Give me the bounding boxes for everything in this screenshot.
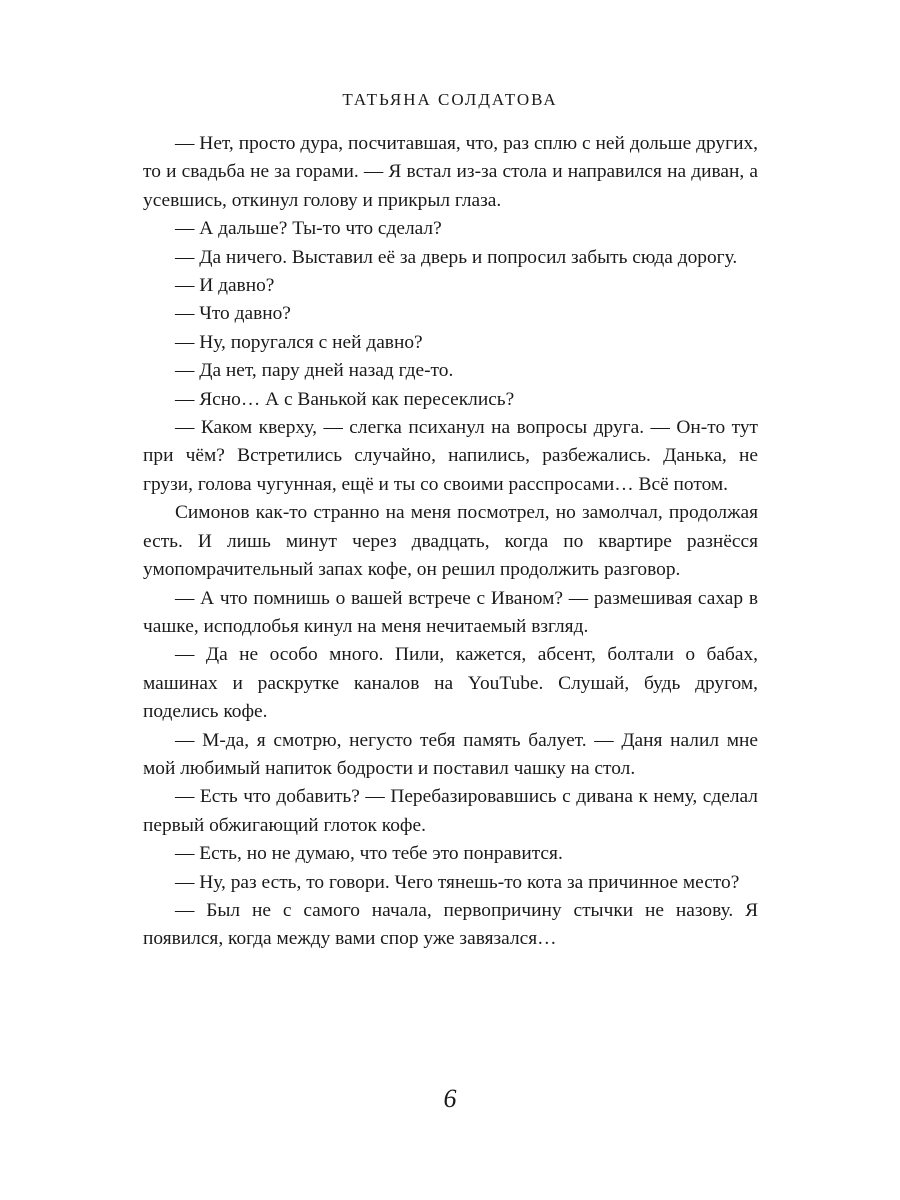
paragraph: — Есть что добавить? — Перебазировавшись с дивана к нему, сделал первый обжигающий глоток кофе. (143, 786, 758, 836)
paragraph: — М-да, я смотрю, негусто тебя память балует. — Даня налил мне мой любимый напиток бодрости и поставил чашку на стол. (143, 729, 758, 779)
paragraph: — Ну, раз есть, то говори. Чего тянешь-то кота за причинное место? (175, 871, 740, 893)
paragraph: — Да нет, пару дней назад где-то. (175, 360, 454, 382)
paragraph: — Да не особо много. Пили, кажется, абсент, болтали о бабах, машинах и раскрутке каналов на YouTube. Слушай, будь другом, поделись кофе. (143, 644, 758, 723)
paragraph: — Есть, но не думаю, что тебе это понравится. (175, 843, 563, 865)
paragraph: — Каком кверху, — слегка психанул на вопросы друга. — Он-то тут при чём? Встретились случайно, напились, разбежались. Данька, не грузи, голова чугунная, ещё и ты со своими расспросами… Всё потом. (143, 417, 758, 495)
page-number: 6 (443, 1084, 457, 1113)
paragraph: — Что давно? (175, 303, 291, 325)
paragraph: — Да ничего. Выставил её за дверь и попросил забыть сюда дорогу. (175, 246, 738, 268)
paragraph: — Ясно… А с Ванькой как пересеклись? (175, 388, 515, 410)
paragraph: — Нет, просто дура, посчитавшая, что, раз сплю с ней дольше других, то и свадьба не за горами. — Я встал из-за стола и направился на диван, а усевшись, откинул голову и прикрыл глаза. (143, 133, 758, 211)
running-head-author: ТАТЬЯНА СОЛДАТОВА (342, 90, 558, 109)
paragraph: — А дальше? Ты-то что сделал? (175, 218, 442, 240)
paragraph: — Ну, поругался с ней давно? (175, 331, 423, 353)
body-text (143, 130, 758, 954)
paragraph: — Был не с самого начала, первопричину стычки не назову. Я появился, когда между вами спор уже завязался… (143, 899, 758, 950)
paragraph: — А что помнишь о вашей встрече с Иваном? — размешивая сахар в чашке, исподлобья кинул на меня нечитаемый взгляд. (143, 587, 758, 637)
paragraph: Симонов как-то странно на меня посмотрел, но замолчал, продолжая есть. И лишь минут через двадцать, когда по квартире разнёсся умопомрачительный запах кофе, он решил продолжить разговор. (143, 502, 758, 581)
paragraph: — И давно? (175, 275, 275, 297)
